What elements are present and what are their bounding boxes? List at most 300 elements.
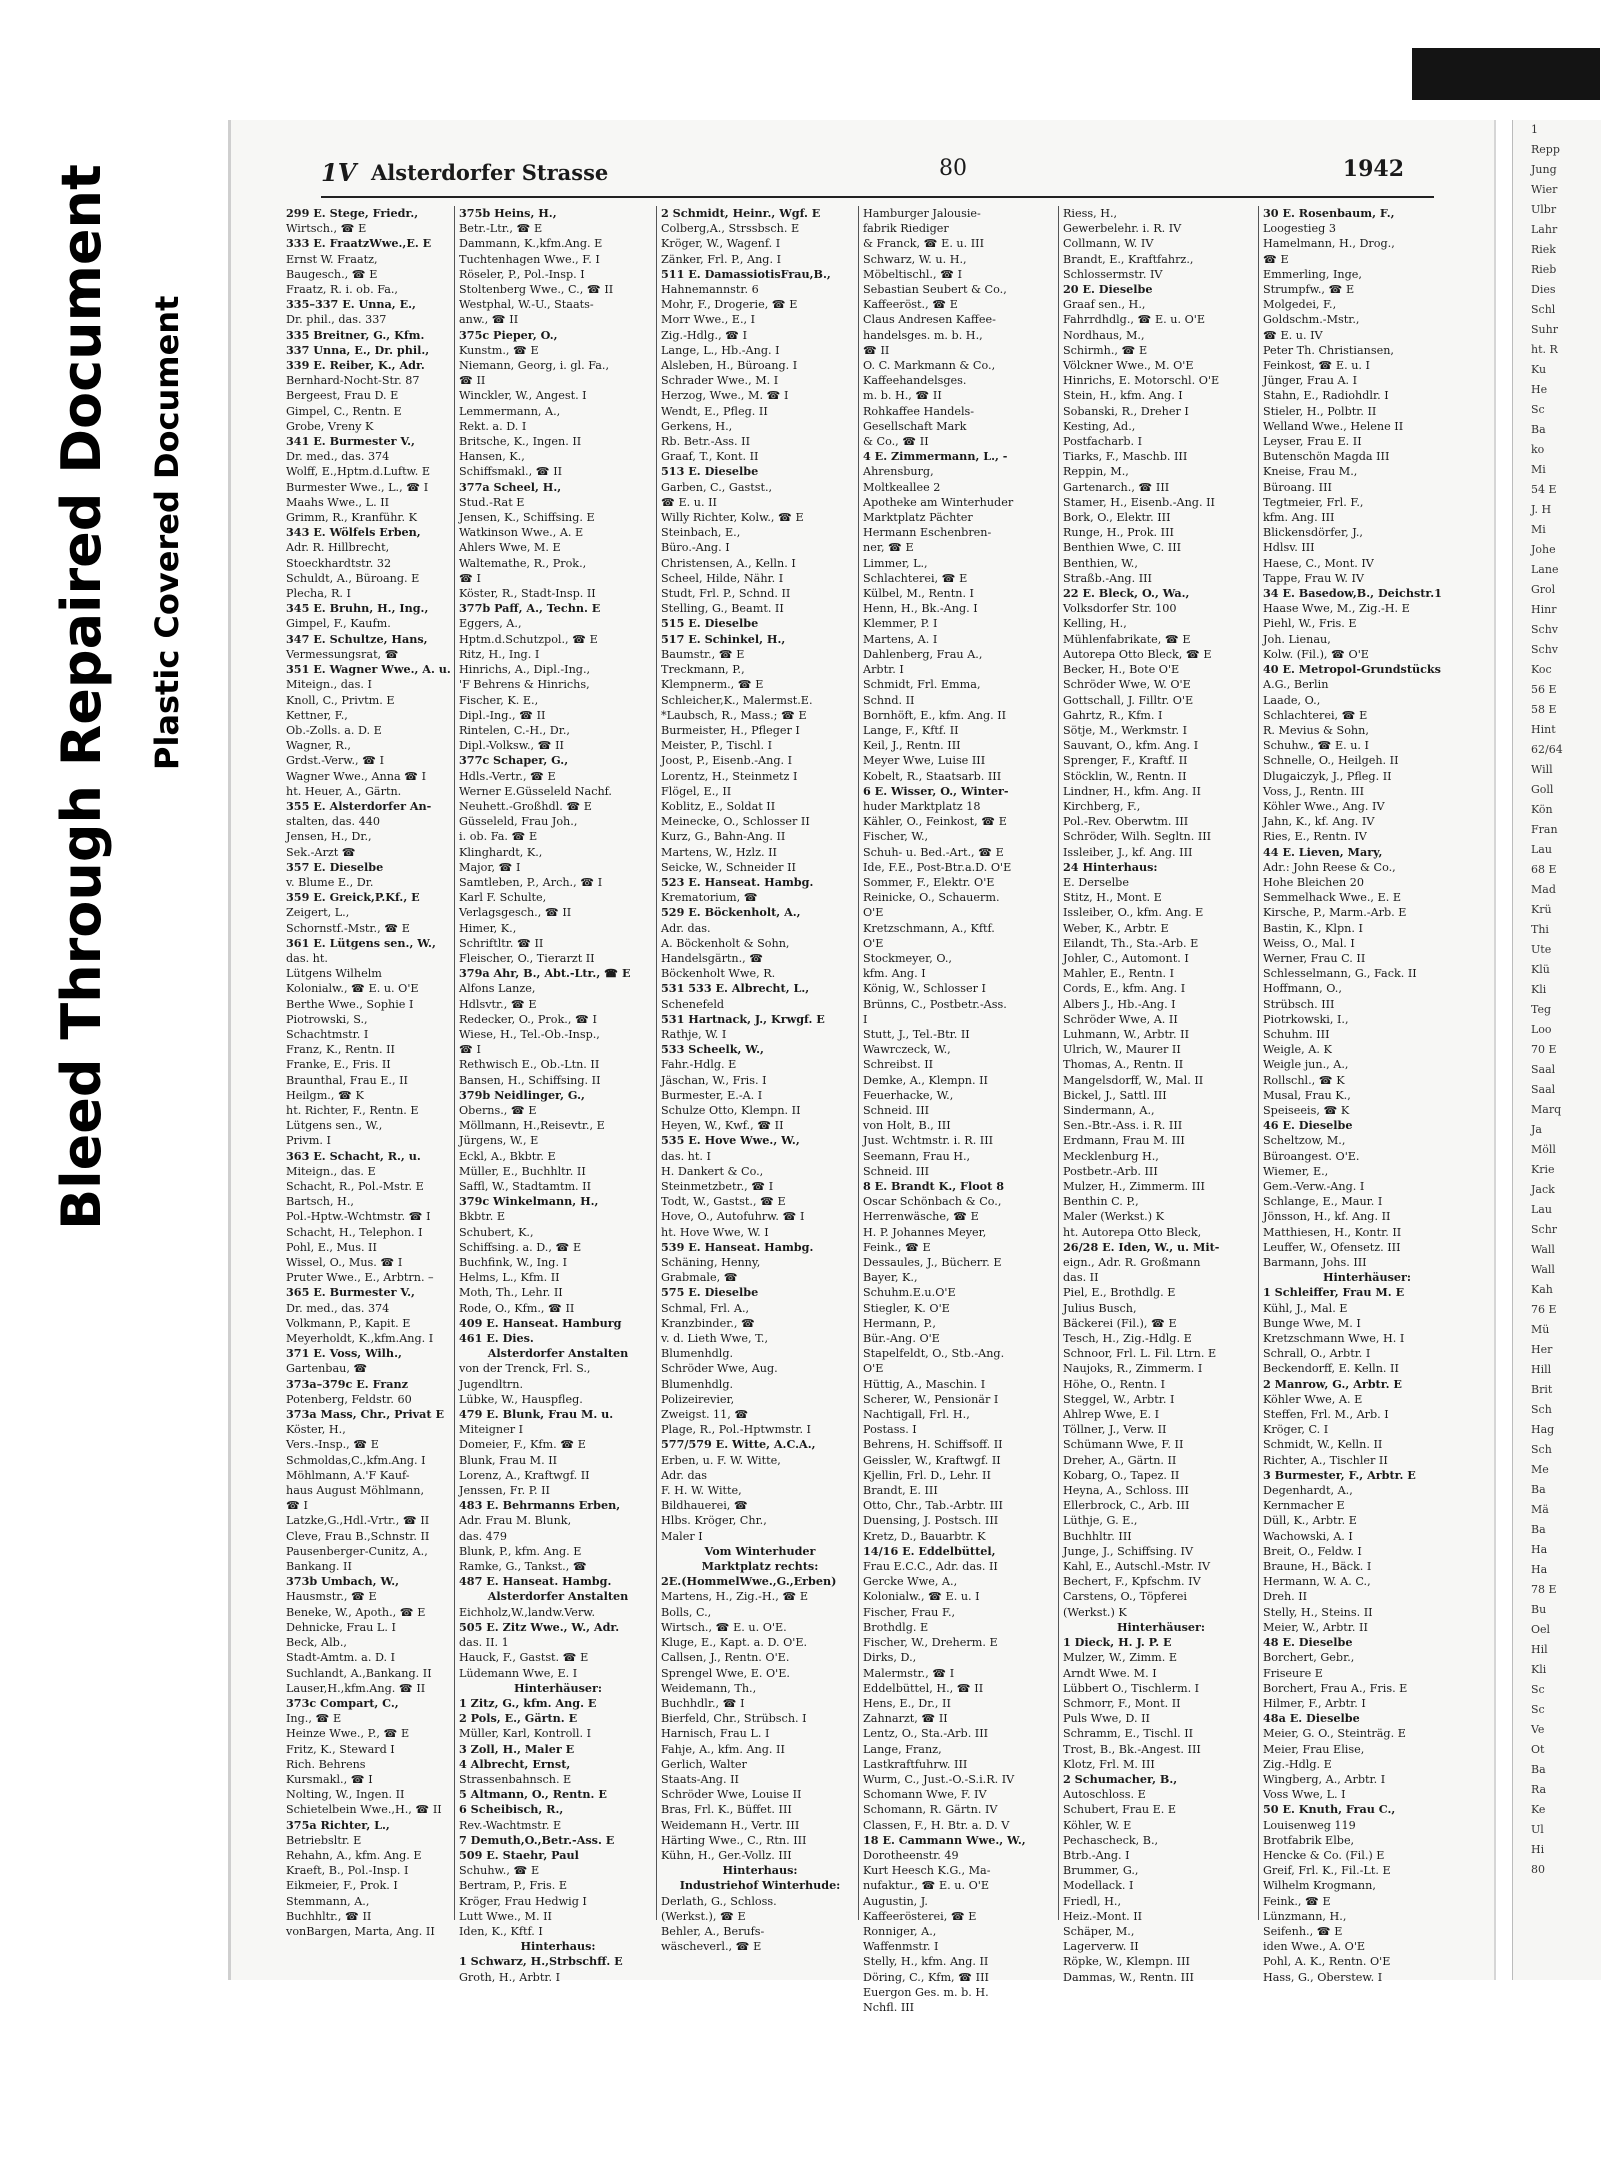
directory-entry: stalten, das. 440 [286, 815, 380, 829]
directory-entry: Fischer, W., [863, 830, 929, 844]
directory-entry: Schröder Wwe, Louise II [661, 1788, 802, 1802]
directory-entry: Handelsgärtn., ☎ [661, 951, 764, 965]
directory-entry: Marktplatz rechts: [701, 1559, 819, 1574]
directory-entry: Pol.-Rev. Oberwtm. III [1063, 815, 1189, 829]
directory-entry: Schuldt, A., Büroang. E [286, 571, 420, 585]
directory-entry: Dessaules, J., Bücherr. E [863, 1256, 1002, 1270]
directory-entry: (Werkst.) K [1063, 1605, 1127, 1619]
adjacent-page-fragment: Ba [1531, 423, 1546, 436]
directory-entry: Duensing, J. Postsch. III [863, 1514, 999, 1528]
directory-entry: 'F Behrens & Hinrichs, [459, 678, 590, 692]
directory-entry: H. P. Johannes Meyer, [863, 1225, 987, 1239]
directory-entry: Molgedei, F., [1263, 298, 1337, 312]
directory-entry: 333 E. FraatzWwe.,E. E [286, 236, 432, 251]
directory-entry: Jenssen, Fr. P. II [459, 1484, 550, 1498]
directory-entry: Heinze Wwe., P., ☎ E [286, 1727, 410, 1741]
directory-entry: Piotrkowski, I., [1263, 1012, 1349, 1026]
directory-entry: Nordhaus, M., [1063, 328, 1145, 342]
adjacent-page-fragment: Koc [1531, 663, 1552, 676]
directory-entry: Winckler, W., Angest. I [459, 389, 587, 403]
adjacent-page-fragment: Lau [1531, 843, 1552, 856]
directory-entry: Beneke, W., Apoth., ☎ E [286, 1605, 426, 1619]
adjacent-page-fragment: Her [1531, 1343, 1553, 1356]
directory-entry: Dreher, A., Gärtn. II [1063, 1453, 1177, 1467]
directory-entry: Morr Wwe., E., I [661, 313, 756, 327]
directory-entry: Wiemer, E., [1263, 1164, 1329, 1178]
directory-entry: Scheltzow, M., [1263, 1134, 1346, 1148]
directory-entry: Piehl, W., Fris. E [1263, 617, 1357, 631]
directory-entry: Beck, Alb., [286, 1636, 347, 1650]
directory-entry: Mahler, E., Rentn. I [1063, 967, 1175, 981]
directory-entry: Piotrowski, S., [286, 1012, 368, 1026]
directory-entry: Wolff, E.,Hptm.d.Luftw. E [286, 465, 431, 479]
directory-entry: Plage, R., Pol.-Hptwmstr. I [661, 1423, 811, 1437]
directory-entry: Werner E.Güsseleld Nachf. [459, 784, 612, 798]
directory-entry: v. Blume E., Dr. [286, 875, 374, 889]
directory-entry: Fischer, K. E., [459, 693, 539, 707]
directory-entry: Stoeckhardtstr. 32 [286, 556, 392, 570]
directory-entry: Weigle, A. K [1263, 1043, 1332, 1057]
directory-entry: Semmelhack Wwe., E. E [1263, 891, 1401, 905]
directory-entry: R. Mevius & Sohn, [1263, 723, 1369, 737]
directory-entry: Carstens, O., Töpferei [1063, 1590, 1187, 1604]
adjacent-page-fragment: Schv [1531, 643, 1558, 656]
directory-entry: Koblitz, E., Soldat II [661, 799, 776, 813]
adjacent-page-fragment: Hill [1531, 1363, 1552, 1376]
directory-entry: 515 E. Dieselbe [661, 616, 759, 631]
directory-entry: Degenhardt, A., [1263, 1484, 1353, 1498]
directory-entry: Fahje, A., kfm. Ang. II [661, 1742, 785, 1756]
directory-entry: Bildhauerei, ☎ [661, 1499, 748, 1513]
column-3 [656, 206, 859, 1954]
directory-entry: Tuchtenhagen Wwe., F. I [459, 252, 600, 266]
adjacent-page-fragment: Ku [1531, 363, 1547, 376]
directory-entry: Colberg,A., Strssbsch. E [661, 222, 800, 236]
directory-entry: Euergon Ges. m. b. H. [863, 1985, 989, 1999]
directory-entry: Kolw. (Fil.), ☎ O'E [1263, 647, 1369, 661]
directory-entry: Bork, O., Elektr. III [1063, 511, 1171, 525]
directory-entry: Reinicke, O., Schauerm. [863, 891, 1000, 905]
directory-entry: Möbeltischl., ☎ I [863, 267, 962, 281]
directory-entry: Röpke, W., Klempn. III [1063, 1955, 1190, 1969]
directory-entry: Zeigert, L., [286, 906, 350, 920]
directory-entry: Hinterhäuser: [513, 1680, 603, 1695]
directory-entry: Schrall, O., Arbtr. I [1263, 1347, 1371, 1361]
adjacent-page-fragment: Riek [1531, 243, 1556, 256]
directory-entry: Latzke,G.,Hdl.-Vrtr., ☎ II [286, 1514, 430, 1528]
directory-entry: Gercke Wwe, A., [863, 1575, 958, 1589]
directory-entry: Stein, H., kfm. Ang. I [1063, 389, 1183, 403]
directory-entry: Julius Busch, [1063, 1301, 1137, 1315]
adjacent-page-fragment: Ve [1531, 1723, 1545, 1736]
directory-entry: Kursmakl., ☎ I [286, 1772, 373, 1786]
directory-entry: 517 E. Schinkel, H., [661, 631, 786, 646]
directory-entry: Hausmstr., ☎ E [286, 1590, 377, 1604]
adjacent-page-edge [1512, 120, 1601, 1980]
directory-entry: Seicke, W., Schneider II [661, 860, 796, 874]
adjacent-page-fragment: Hint [1531, 723, 1556, 736]
directory-entry: Modellack. I [1063, 1879, 1134, 1893]
directory-entry: Naujoks, R., Zimmerm. I [1063, 1362, 1203, 1376]
directory-entry: 379a Ahr, B., Abt.-Ltr., ☎ E [459, 966, 631, 981]
directory-entry: 375a Richter, L., [286, 1817, 390, 1832]
directory-entry: Heyen, W., Kwf., ☎ II [661, 1119, 784, 1133]
directory-entry: Pol.-Hptw.-Wchtmstr. ☎ I [286, 1210, 431, 1224]
directory-entry: Behler, A., Berufs- [661, 1924, 765, 1938]
directory-entry: Ronniger, A., [863, 1924, 937, 1938]
directory-entry: Lindner, H., kfm. Ang. II [1063, 784, 1201, 798]
adjacent-page-fragment: Goll [1531, 783, 1554, 796]
directory-entry: Klemmer, P. I [863, 617, 938, 631]
directory-entry: O'E [863, 936, 884, 950]
directory-entry: Bergeest, Frau D. E [286, 389, 399, 403]
directory-entry: 335 Breitner, G., Kfm. [286, 327, 425, 342]
column-5 [1058, 206, 1259, 1984]
directory-entry: Schümann Wwe, F. II [1063, 1438, 1184, 1452]
directory-entry: Blumenhdlg. [661, 1377, 734, 1391]
directory-entry: 20 E. Dieselbe [1063, 282, 1153, 297]
adjacent-page-fragment: 78 E [1531, 1583, 1557, 1596]
directory-entry: Betr.-Ltr., ☎ E [459, 222, 543, 236]
adjacent-page-fragment: Marq [1531, 1103, 1562, 1116]
adjacent-page-fragment: Wall [1531, 1263, 1555, 1276]
directory-entry: 339 E. Reiber, K., Adr. [286, 358, 425, 373]
directory-entry: Saffl, W., Stadtamtm. II [459, 1180, 592, 1193]
directory-entry: Bartsch, H., [286, 1195, 354, 1209]
adjacent-page-fragment: He [1531, 383, 1548, 396]
directory-entry: Domeier, F., Kfm. ☎ E [459, 1438, 586, 1452]
directory-entry: A.G., Berlin [1263, 678, 1329, 692]
directory-entry: 48a E. Dieselbe [1263, 1711, 1360, 1726]
adjacent-page-fragment: Teg [1531, 1003, 1552, 1016]
directory-entry: Bras, Frl. K., Büffet. III [661, 1803, 792, 1817]
directory-entry: Ing., ☎ E [286, 1712, 342, 1726]
adjacent-page-fragment: 54 E [1531, 483, 1557, 496]
directory-entry: Lorenz, A., Kraftwgf. II [459, 1468, 590, 1482]
directory-entry: Martens, W., Hzlz. II [661, 845, 777, 859]
directory-entry: iden Wwe., A. O'E [1263, 1940, 1366, 1954]
directory-entry: 30 E. Rosenbaum, F., [1263, 206, 1395, 220]
adjacent-page-fragment: Mü [1531, 1323, 1550, 1336]
directory-entry: Nachtigall, Frl. H., [863, 1408, 970, 1422]
directory-entry: Martens, H., Zig.-H., ☎ E [661, 1590, 809, 1604]
directory-entry: Derlath, G., Schloss. [661, 1894, 777, 1908]
directory-entry: Sprengel Wwe, E. O'E. [661, 1666, 790, 1680]
directory-entry: Möllmann, H.,Reisevtr., E [459, 1119, 605, 1133]
directory-entry: Bkbtr. E [459, 1210, 506, 1224]
directory-entry: Haase Wwe, M., Zig.-H. E [1263, 602, 1410, 616]
directory-entry: Fahr.-Hdlg. E [661, 1058, 737, 1072]
directory-entry: Schröder, Wilh. Segltn. III [1063, 830, 1212, 844]
directory-entry: & Co., ☎ II [863, 435, 929, 449]
directory-entry: Fischer, Frau F., [863, 1605, 956, 1619]
directory-entry: i. ob. Fa. ☎ E [459, 830, 538, 844]
directory-entry: Strumpfw., ☎ E [1263, 283, 1355, 297]
directory-entry: Schmal, Frl. A., [661, 1301, 750, 1315]
directory-entry: Wirtsch., ☎ E. u. O'E. [661, 1620, 787, 1634]
directory-entry: Dahlenberg, Frau A., [863, 647, 983, 661]
directory-entry: Kurt Heesch K.G., Ma- [863, 1864, 991, 1878]
directory-entry: Hlbs. Kröger, Chr., [661, 1514, 767, 1528]
directory-entry: 363 E. Schacht, R., u. [286, 1148, 421, 1163]
directory-entry: Sommer, F., Elektr. O'E [863, 875, 995, 889]
directory-entry: Rekt. a. D. I [459, 419, 527, 433]
directory-entry: Scherer, W., Pensionär I [863, 1392, 999, 1406]
directory-entry: Luhmann, W., Arbtr. II [1063, 1027, 1190, 1041]
directory-entry: Ahlers Wwe, M. E [459, 541, 561, 555]
directory-entry: Weidemann H., Vertr. III [661, 1818, 800, 1832]
directory-entry: 577/579 E. Witte, A.C.A., [661, 1437, 816, 1452]
directory-entry: Kühn, H., Ger.-Vollz. III [661, 1848, 792, 1862]
directory-entry: Güsseleld, Frau Joh., [459, 815, 578, 829]
directory-entry: Lauser,H.,kfm.Ang. ☎ II [286, 1681, 426, 1695]
directory-entry: Steinbach, E., [661, 526, 741, 540]
directory-entry: Düll, K., Arbtr. E [1263, 1514, 1357, 1528]
directory-entry: Waffenmstr. I [863, 1940, 939, 1954]
directory-entry: Lüdemann Wwe, E. I [459, 1666, 578, 1680]
directory-entry: Kelling, H., [1063, 617, 1127, 631]
adjacent-page-fragment: Me [1531, 1463, 1549, 1476]
adjacent-page-fragment: Sch [1531, 1403, 1552, 1416]
directory-entry: I [863, 1012, 868, 1026]
directory-entry: 513 E. Dieselbe [661, 464, 759, 479]
directory-entry: Demke, A., Klempn. II [863, 1073, 988, 1087]
directory-entry: Postass. I [863, 1423, 917, 1437]
directory-entry: Büroangest. O'E. [1263, 1149, 1360, 1163]
directory-entry: 48 E. Dieselbe [1263, 1635, 1353, 1650]
directory-entry: 24 Hinterhaus: [1063, 859, 1158, 874]
directory-entry: Hermann Eschenbren- [863, 526, 992, 540]
directory-entry: Redecker, O., Prok., ☎ I [459, 1012, 597, 1026]
directory-entry: Louisenweg 119 [1263, 1818, 1356, 1832]
directory-entry: Schmorr, F., Mont. II [1063, 1696, 1181, 1710]
directory-entry: Eggers, A., [459, 617, 522, 631]
directory-entry: Schrader Wwe., M. I [661, 374, 779, 388]
directory-entry: Weber, K., Arbtr. E [1063, 921, 1169, 935]
directory-entry: Schuhw., ☎ E [459, 1864, 540, 1878]
directory-entry: Köhler Wwe., Ang. IV [1263, 799, 1385, 813]
directory-entry: Kretz, D., Bauarbtr. K [863, 1529, 986, 1543]
street-title: Alsterdorfer Strasse [371, 160, 609, 185]
directory-entry: Meier, Frau Elise, [1263, 1742, 1365, 1756]
directory-entry: 361 E. Lütgens sen., W., [286, 935, 436, 950]
directory-entry: Buchfink, W., Ing. I [459, 1256, 567, 1270]
directory-entry: Joh. Lienau, [1263, 632, 1331, 646]
directory-entry: Sek.-Arzt ☎ [286, 845, 356, 859]
directory-entry: Bür.-Ang. O'E [863, 1332, 940, 1346]
directory-entry: Büro.-Ang. I [661, 541, 730, 555]
adjacent-page-fragment: Suhr [1531, 323, 1558, 336]
directory-entry: Meister, P., Tischl. I [661, 739, 773, 753]
adjacent-page-fragment: Saal [1531, 1083, 1556, 1096]
directory-entry: & Franck, ☎ E. u. III [863, 237, 985, 251]
directory-entry: 347 E. Schultze, Hans, [286, 631, 428, 646]
directory-entry: Steggel, W., Arbtr. I [1063, 1392, 1175, 1406]
adjacent-page-fragment: Johe [1531, 543, 1556, 556]
directory-entry: Dr. med., das. 374 [286, 1301, 390, 1315]
directory-entry: Knoll, C., Privtm. E [286, 693, 395, 707]
directory-entry: Speiseeis, ☎ K [1263, 1103, 1350, 1117]
directory-entry: Ob.-Zolls. a. D. E [286, 723, 382, 737]
directory-entry: Lütgens sen., W., [286, 1119, 383, 1133]
directory-entry: Miteigner I [459, 1423, 524, 1437]
year-label: 1942 [1342, 156, 1404, 182]
directory-entry: Brandt, E., Kraftfahrz., [1063, 252, 1194, 266]
directory-entry: Wingberg, A., Arbtr. I [1263, 1772, 1386, 1786]
directory-entry: Hinterhaus: [722, 1863, 798, 1878]
adjacent-page-fragment: Will [1531, 763, 1553, 776]
directory-entry: F. H. W. Witte, [661, 1484, 742, 1498]
directory-entry: Schornstf.-Mstr., ☎ E [286, 921, 410, 935]
directory-entry: Böckenholt Wwe, R. [661, 967, 776, 981]
adjacent-page-fragment: Oel [1531, 1623, 1551, 1636]
adjacent-page-fragment: Mä [1531, 1503, 1549, 1516]
directory-entry: Collmann, W. IV [1063, 237, 1154, 251]
directory-entry: von Holt, B., III [863, 1119, 951, 1133]
adjacent-page-fragment: Ba [1531, 1483, 1546, 1496]
directory-entry: Feuerhacke, W., [863, 1088, 954, 1102]
directory-entry: 531 Hartnack, J., Krwgf. E [661, 1011, 825, 1026]
adjacent-page-fragment: ht. R [1531, 343, 1558, 356]
adjacent-page-fragment: Ot [1531, 1743, 1545, 1756]
adjacent-page-fragment: 70 E [1531, 1043, 1557, 1056]
directory-entry: Gewerbelehr. i. R. IV [1063, 222, 1182, 236]
directory-entry: Wirtsch., ☎ E [286, 222, 367, 236]
adjacent-page-fragment: 68 E [1531, 863, 1557, 876]
directory-entry: Hansen, K., [459, 450, 525, 464]
directory-entry: E. Derselbe [1063, 875, 1129, 889]
directory-entry: 14/16 E. Eddelbüttel, [863, 1543, 996, 1558]
directory-entry: Buchhltr. III [1063, 1529, 1132, 1543]
adjacent-page-fragment: Thi [1531, 923, 1549, 936]
directory-entry: Burmester, E.-A. I [661, 1088, 763, 1102]
directory-entry: Kobelt, R., Staatsarb. III [863, 769, 1002, 783]
directory-entry: Kolonialw., ☎ E. u. O'E [286, 982, 419, 996]
directory-entry: Adr. das. [661, 921, 711, 935]
directory-entry: Kröger, C. I [1263, 1423, 1329, 1437]
directory-entry: Stiegler, K. O'E [863, 1301, 950, 1315]
directory-entry: Malermstr., ☎ I [863, 1666, 955, 1680]
directory-entry: Fritz, K., Steward I [286, 1742, 395, 1756]
directory-entry: 1 Schleiffer, Frau M. E [1263, 1285, 1405, 1300]
directory-entry: Stockmeyer, O., [863, 951, 952, 965]
directory-entry: Burmester Wwe., L., ☎ I [286, 480, 429, 494]
directory-entry: Vers.-Insp., ☎ E [286, 1438, 379, 1452]
adjacent-page-fragment: Schv [1531, 623, 1558, 636]
directory-entry: Benthien, W., [1063, 556, 1138, 570]
directory-entry: Stapelfeldt, O., Stb.-Ang. [863, 1347, 1005, 1361]
directory-entry: Junge, J., Schiffsing. IV [1063, 1544, 1194, 1558]
directory-entry: Stöcklin, W., Rentn. II [1063, 769, 1187, 783]
directory-entry: Rb. Betr.-Ass. II [661, 435, 751, 449]
directory-entry: ☎ E. u. IV [1263, 328, 1323, 342]
directory-entry: Schröder Wwe, Aug. [661, 1362, 778, 1376]
directory-entry: Kaffeeröst., ☎ E [863, 298, 958, 312]
directory-entry: Thomas, A., Rentn. II [1063, 1058, 1184, 1072]
directory-entry: ☎ I [459, 571, 481, 585]
adjacent-page-fragment: Hag [1531, 1423, 1555, 1436]
adjacent-page-fragment: Ja [1531, 1123, 1542, 1136]
directory-entry: Schmidt, W., Kelln. II [1263, 1438, 1383, 1452]
directory-entry: Erdmann, Frau M. III [1063, 1134, 1185, 1148]
directory-entry: 1 Dieck, H. J. P. E [1063, 1635, 1172, 1650]
directory-entry: Tegtmeier, Frl. F., [1263, 495, 1364, 509]
directory-entry: Lange, L., Hb.-Ang. I [661, 343, 780, 357]
directory-entry: 531 533 E. Albrecht, L., [661, 981, 810, 996]
directory-entry: 483 E. Behrmanns Erben, [459, 1498, 621, 1513]
column-6 [1258, 206, 1471, 1984]
directory-entry: von der Trenck, Frl. S., [459, 1362, 591, 1376]
directory-entry: Fahrrdhdlg., ☎ E. u. O'E [1063, 313, 1206, 327]
directory-entry: Hdlsv. III [1263, 541, 1315, 555]
directory-entry: Dehnicke, Frau L. I [286, 1620, 396, 1634]
directory-entry: Btrb.-Ang. I [1063, 1848, 1130, 1862]
directory-entry: 373a Mass, Chr., Privat E [286, 1407, 445, 1422]
directory-entry: Autorepa Otto Bleck, ☎ E [1063, 647, 1212, 661]
directory-entry: Schacht, R., Pol.-Mstr. E [286, 1180, 424, 1193]
directory-entry: Harnisch, Frau L. I [661, 1727, 770, 1741]
directory-entry: fabrik Riediger [863, 222, 949, 236]
adjacent-page-fragment: Sc [1531, 1683, 1545, 1696]
directory-entry: Hauck, F., Gastst. ☎ E [459, 1651, 589, 1665]
directory-entry: Classen, F., H. Btr. a. D. V [863, 1818, 1010, 1832]
directory-entry: Gesellschaft Mark [863, 419, 967, 433]
directory-entry: Pechascheck, B., [1063, 1833, 1159, 1847]
directory-entry: Wawrczeck, W., [863, 1043, 951, 1057]
adjacent-page-fragment: Fran [1531, 823, 1558, 836]
directory-entry: Schmidt, Frl. Emma, [863, 678, 981, 692]
adjacent-page-fragment: Hil [1531, 1643, 1548, 1656]
directory-entry: eign., Adr. R. Großmann [1063, 1256, 1201, 1270]
directory-entry: Zänker, Frl. P., Ang. I [661, 252, 781, 266]
directory-entry: Kähler, O., Feinkost, ☎ E [863, 815, 1007, 829]
directory-entry: 4 E. Zimmermann, L., - [863, 449, 1008, 464]
directory-entry: (Werkst.), ☎ E [661, 1909, 746, 1923]
adjacent-page-fragment: Loo [1531, 1023, 1552, 1036]
directory-entry: Feinkost, ☎ E. u. I [1263, 359, 1370, 373]
directory-entry: Stelly, H., kfm. Ang. II [863, 1955, 989, 1969]
adjacent-page-fragment: Ba [1531, 1523, 1546, 1536]
directory-entry: Just. Wchtmstr. i. R. III [863, 1134, 994, 1148]
adjacent-page-fragment: Repp [1531, 143, 1560, 156]
adjacent-page-fragment: Lau [1531, 1203, 1552, 1216]
directory-entry: Studt, Frl. P., Schnd. II [661, 587, 791, 601]
directory-entry: Lange, F., Kftf. II [863, 723, 959, 737]
directory-entry: 343 E. Wölfels Erben, [286, 525, 421, 540]
directory-entry: Limmer, L., [863, 556, 928, 570]
directory-entry: O'E [863, 1362, 884, 1376]
directory-entry: Gem.-Verw.-Ang. I [1263, 1180, 1365, 1193]
directory-entry: 375c Pieper, O., [459, 327, 558, 342]
column-1 [286, 206, 454, 1938]
directory-entry: Haese, C., Mont. IV [1263, 556, 1374, 570]
directory-entry: nufaktur., ☎ E. u. O'E [863, 1879, 989, 1893]
directory-entry: Jönsson, H., kf. Ang. II [1263, 1210, 1391, 1224]
directory-entry: m. b. H., ☎ II [863, 389, 942, 403]
directory-entry: Stamer, H., Eisenb.-Ang. II [1063, 495, 1215, 509]
directory-entry: Kobarg, O., Tapez. II [1063, 1468, 1180, 1482]
directory-entry: 377c Schaper, G., [459, 753, 569, 768]
directory-entry: wäscheverl., ☎ E [661, 1940, 762, 1954]
directory-entry: 365 E. Burmester V., [286, 1285, 415, 1300]
directory-entry: Schnelle, O., Heilgeh. II [1263, 754, 1399, 768]
directory-entry: Pruter Wwe., E., Arbtrn. – [286, 1271, 434, 1285]
directory-entry: Alsterdorfer Anstalten [487, 1346, 629, 1361]
directory-entry: Rehahn, A., kfm. Ang. E [286, 1848, 422, 1862]
directory-entry: Vermessungsrat, ☎ [286, 647, 399, 661]
adjacent-page-fragment: Lahr [1531, 223, 1558, 236]
directory-entry: Heiz.-Mont. II [1063, 1909, 1143, 1923]
